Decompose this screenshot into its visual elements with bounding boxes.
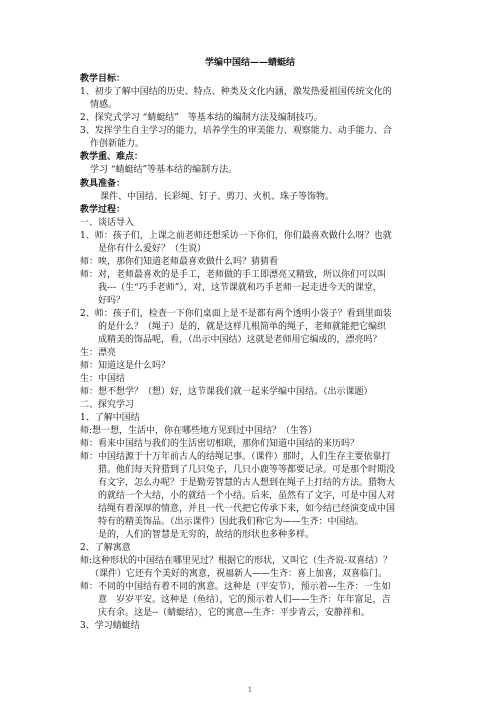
text-line: 有文字，怎么办呢？于是勤劳智慧的古人想到在绳子上打结的方法。猎物大 bbox=[98, 478, 396, 488]
text-line: 的就结一个大结，小的就结一个小结。后来，虽然有了文字，可是中国人对 bbox=[98, 491, 396, 501]
text-line: 意 岁岁平安。这种是（鱼结），它的预示着人们——生齐：年年富足，吉 bbox=[98, 595, 391, 605]
text-line: 师：中国结源于十万年前古人的结绳记事。（课件）那时，人们生存主要依靠打 bbox=[80, 452, 391, 462]
text-line: 情感。 bbox=[90, 100, 118, 110]
text-line: 生：中国结 bbox=[80, 374, 126, 384]
section-heading: 教学重、难点： bbox=[80, 152, 144, 162]
text-line: 结绳有着深厚的情意，并且一代一代把它传承下来，如今结已经演变成中国 bbox=[98, 504, 396, 514]
text-line: 是的，人们的智慧是无穷的，故结的形状也多种多样。 bbox=[98, 530, 315, 540]
section-heading: 教学过程： bbox=[80, 205, 126, 215]
page-number: 1 bbox=[247, 686, 253, 694]
text-line: 二、探究学习 bbox=[80, 400, 135, 410]
text-line: 师：想不想学？（想）好，这节课我们就一起来学编中国结。（出示课题） bbox=[80, 387, 373, 397]
text-line: 3、学习蜻蜓结 bbox=[80, 621, 140, 631]
text-line: 猎。他们每天狩猎到了几只兔子，几只小鹿等等都要记录。可是那个时期没 bbox=[98, 465, 396, 475]
text-line: 师:这种形状的中国结在哪里见过？根据它的形状，又叫它（生齐说-双喜结）？ bbox=[80, 556, 393, 566]
text-line: 的是什么？（绳子）是的，就是这样几根简单的绳子，老师就能把它编织 bbox=[98, 322, 387, 332]
text-line: 师：知道这是什么吗？ bbox=[80, 361, 171, 371]
text-line: 师:想一想，生活中，你在哪些地方见到过中国结？（生答） bbox=[80, 426, 318, 436]
section-heading: 教学目标： bbox=[80, 74, 126, 84]
text-line: 庆有余。这是--（蜻蜓结），它的寓意---生齐：平步青云，安静祥和。 bbox=[98, 608, 370, 618]
text-line: 好吗？ bbox=[98, 296, 126, 306]
document-title: 学编中国结——蜻蜓结 bbox=[204, 58, 295, 68]
text-line: 1、初步了解中国结的历史、特点、种类及文化内涵，激发热爱祖国传统文化的 bbox=[80, 87, 392, 97]
text-line: 作创新能力。 bbox=[90, 139, 145, 149]
text-line: 师：不同的中国结有着不同的寓意。这种是（平安节），预示着---生齐：一生如 bbox=[80, 582, 391, 592]
text-line: 师：看来中国结与我们的生活密切相联，那你们知道中国结的来历吗？ bbox=[80, 439, 360, 449]
text-line: 2、师：孩子们，检查一下你们桌面上是不是都有两个透明小袋子？看到里面装 bbox=[80, 309, 392, 319]
text-line: 1、师：孩子们，上课之前老师还想采访一下你们，你们最喜欢做什么呀？也就 bbox=[80, 231, 392, 241]
text-line: 2、了解寓意 bbox=[80, 543, 131, 553]
text-line: 成精美的饰品呢，看，（出示中国结）这就是老师用它编成的，漂亮吗？ bbox=[98, 335, 382, 345]
text-line: 师：对，老师最喜欢的是手工，老师做的手工即漂亮又精致，所以你们可以叫 bbox=[80, 270, 387, 280]
text-line: 一、谈话导入 bbox=[80, 218, 135, 228]
text-line: 3、发挥学生自主学习的能力，培养学生的审美能力、观察能力、动手能力、合 bbox=[80, 126, 392, 136]
text-line: （课件）它还有个美好的寓意，祝福新人——生齐：喜上加喜，双喜临门。 bbox=[90, 569, 388, 579]
text-line: 课件、中国结、长彩绳、钉子、剪刀、火机、珠子等饰物。 bbox=[100, 192, 335, 202]
text-line: 特有的精美饰品。（出示课件）因此我们称它为——生齐：中国结。 bbox=[98, 517, 364, 527]
section-heading: 教具准备： bbox=[80, 179, 126, 189]
text-line: 生：漂亮 bbox=[80, 348, 117, 358]
text-line: 学习 “蜻蜓结”等基本结的编制方法。 bbox=[90, 165, 238, 175]
text-line: 是你有什么爱好？（生说） bbox=[98, 244, 207, 254]
text-line: 师：唉，那你们知道老师最喜欢做什么吗？猜猜看 bbox=[80, 257, 279, 267]
text-line: 我---（生“巧手老师”），对，这节课就和巧手老师一起走进今天的课堂， bbox=[98, 283, 382, 293]
text-line: 1、了解中国结 bbox=[80, 413, 140, 423]
text-line: 2、探究式学习 “蜻蜓结” 等基本结的编制方法及编制技巧。 bbox=[80, 113, 323, 123]
